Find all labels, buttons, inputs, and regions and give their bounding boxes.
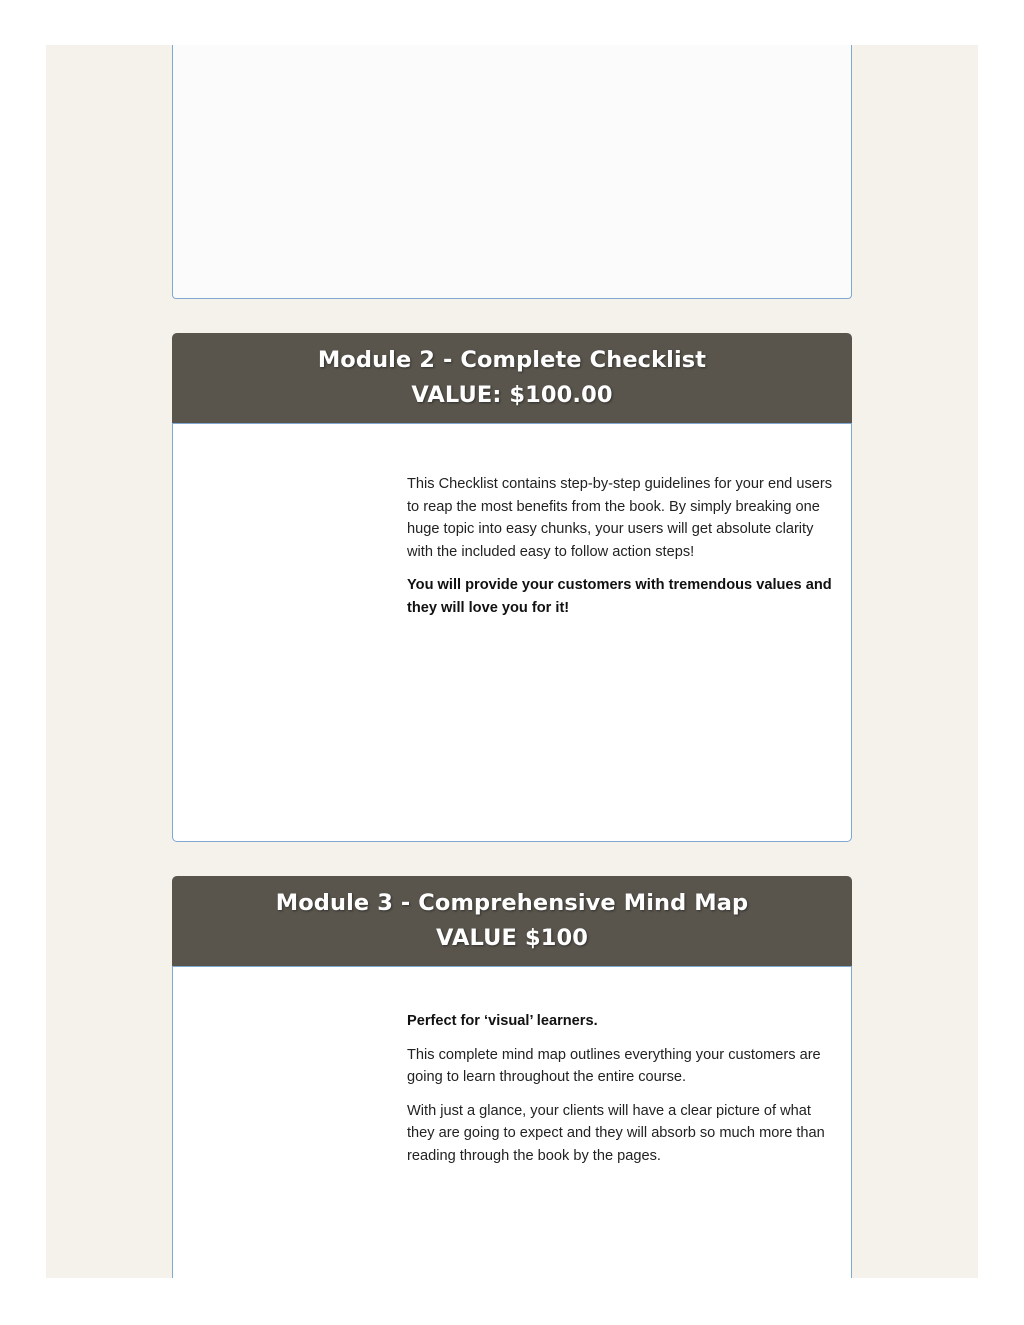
module-2-description — [407, 473, 839, 630]
module-2-card — [172, 333, 852, 842]
module-3-paragraph: This complete mind map outlines everything your customers are going to learn throughout the entire course. — [407, 1046, 821, 1085]
module-3-card — [172, 876, 852, 1278]
module-3-paragraph: With just a glance, your clients will have a clear picture of what they are going to expect and they will absorb so much more than reading through the book by the pages. — [407, 1102, 825, 1164]
module-1-card-bottom — [172, 45, 852, 299]
module-2-title: Module 2 - Complete Checklist — [317, 347, 707, 373]
module-3-description — [407, 1010, 839, 1178]
module-2-paragraph: This Checklist contains step-by-step guidelines for your end users to reap the most benefits from the book. By simply breaking one huge topic into easy chunks, your users will get absolute clarity with the included easy to follow action steps! — [407, 476, 833, 560]
module-2-value: VALUE: $100.00 — [411, 382, 613, 408]
module-2-highlight: You will provide your customers with tremendous values and they will love you for it! — [407, 577, 832, 616]
module-2-header — [172, 333, 852, 424]
module-3-highlight: Perfect for ‘visual’ learners. — [407, 1013, 598, 1029]
module-3-title: Module 3 - Comprehensive Mind Map — [275, 890, 749, 916]
module-3-value: VALUE $100 — [436, 925, 588, 951]
module-3-header — [172, 876, 852, 967]
page-background — [46, 45, 978, 1278]
